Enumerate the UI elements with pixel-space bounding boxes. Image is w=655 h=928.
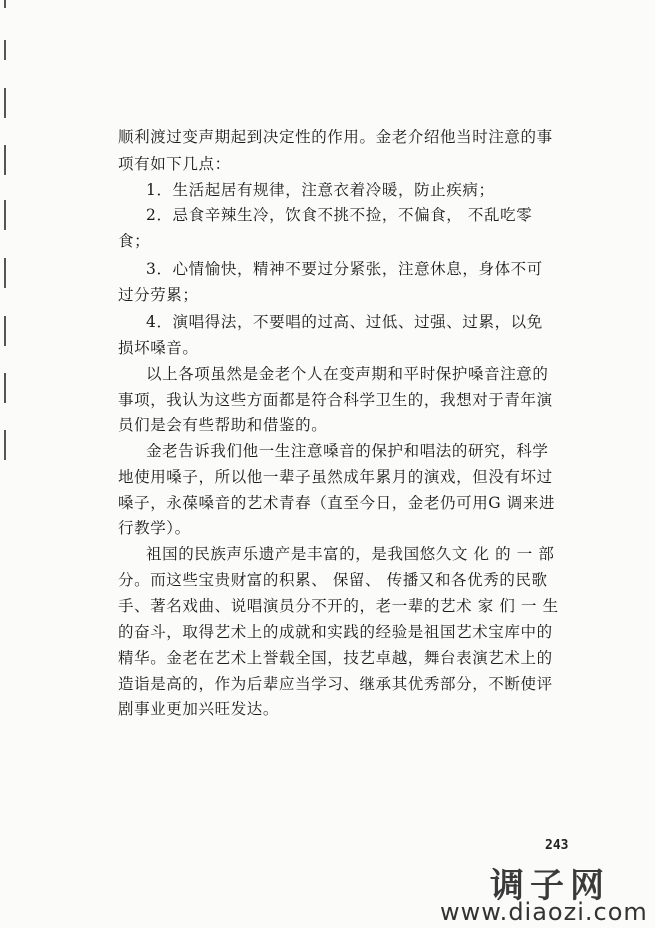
binding-mark <box>4 430 6 460</box>
text-line: 1．生活起居有规律，注意衣着冷暖，防止疾病； <box>146 181 495 199</box>
text-line: 造诣是高的，作为后辈应当学习、继承其优秀部分，不断使评 <box>118 675 553 693</box>
text-line: 4．演唱得法，不要唱的过高、过低、过强、过累，以免 <box>146 313 543 331</box>
text-line: 事项，我认为这些方面都是符合科学卫生的，我想对于青年演 <box>118 391 553 409</box>
text-line: 员们是会有些帮助和借鉴的。 <box>118 416 328 434</box>
page-number: 243 <box>545 838 569 853</box>
text-line: 过分劳累； <box>118 286 199 304</box>
binding-mark <box>4 258 6 288</box>
binding-mark <box>4 145 6 175</box>
text-line: 嗓子，永葆嗓音的艺术青春（直至今日，金老仍可用G 调来进 <box>118 494 556 512</box>
text-line: 顺利渡过变声期起到决定性的作用。金老介绍他当时注意的事 <box>118 128 553 146</box>
text-line: 分。而这些宝贵财富的积累、 保留、 传播又和各优秀的民歌 <box>118 571 548 589</box>
binding-mark <box>4 0 6 8</box>
text-line: 以上各项虽然是金老个人在变声期和平时保护嗓音注意的 <box>146 365 549 383</box>
text-line: 3．心情愉快，精神不要过分紧张，注意休息，身体不可 <box>146 260 543 278</box>
text-line: 行教学）。 <box>118 519 191 537</box>
binding-mark <box>4 200 6 230</box>
text-line: 项有如下几点： <box>118 155 231 173</box>
text-line: 食； <box>118 232 151 250</box>
text-line: 地使用嗓子，所以他一辈子虽然成年累月的演戏，但没有坏过 <box>118 468 553 486</box>
binding-mark <box>4 316 6 346</box>
binding-mark <box>4 373 6 403</box>
text-line: 精华。金老在艺术上誉载全国，技艺卓越，舞台表演艺术上的 <box>118 649 553 667</box>
text-line: 的奋斗，取得艺术上的成就和实践的经验是祖国艺术宝库中的 <box>118 623 553 641</box>
text-line: 祖国的民族声乐遗产是丰富的，是我国悠久文 化 的 一 部 <box>146 545 555 563</box>
text-line: 金老告诉我们他一生注意嗓音的保护和唱法的研究，科学 <box>146 442 549 460</box>
watermark-url: www.diaozi.com <box>440 898 648 926</box>
binding-mark <box>4 88 6 118</box>
binding-mark <box>4 40 6 60</box>
text-line: 2．忌食辛辣生冷，饮食不挑不捡，不偏食， 不乱吃零 <box>146 206 533 224</box>
text-line: 剧事业更加兴旺发达。 <box>118 700 280 718</box>
text-line: 损坏嗓音。 <box>118 339 199 357</box>
text-line: 手、著名戏曲、说唱演员分不开的，老一辈的艺术 家 们 一 生 <box>118 597 559 615</box>
watermark-site-name: 调子网 <box>490 866 610 906</box>
